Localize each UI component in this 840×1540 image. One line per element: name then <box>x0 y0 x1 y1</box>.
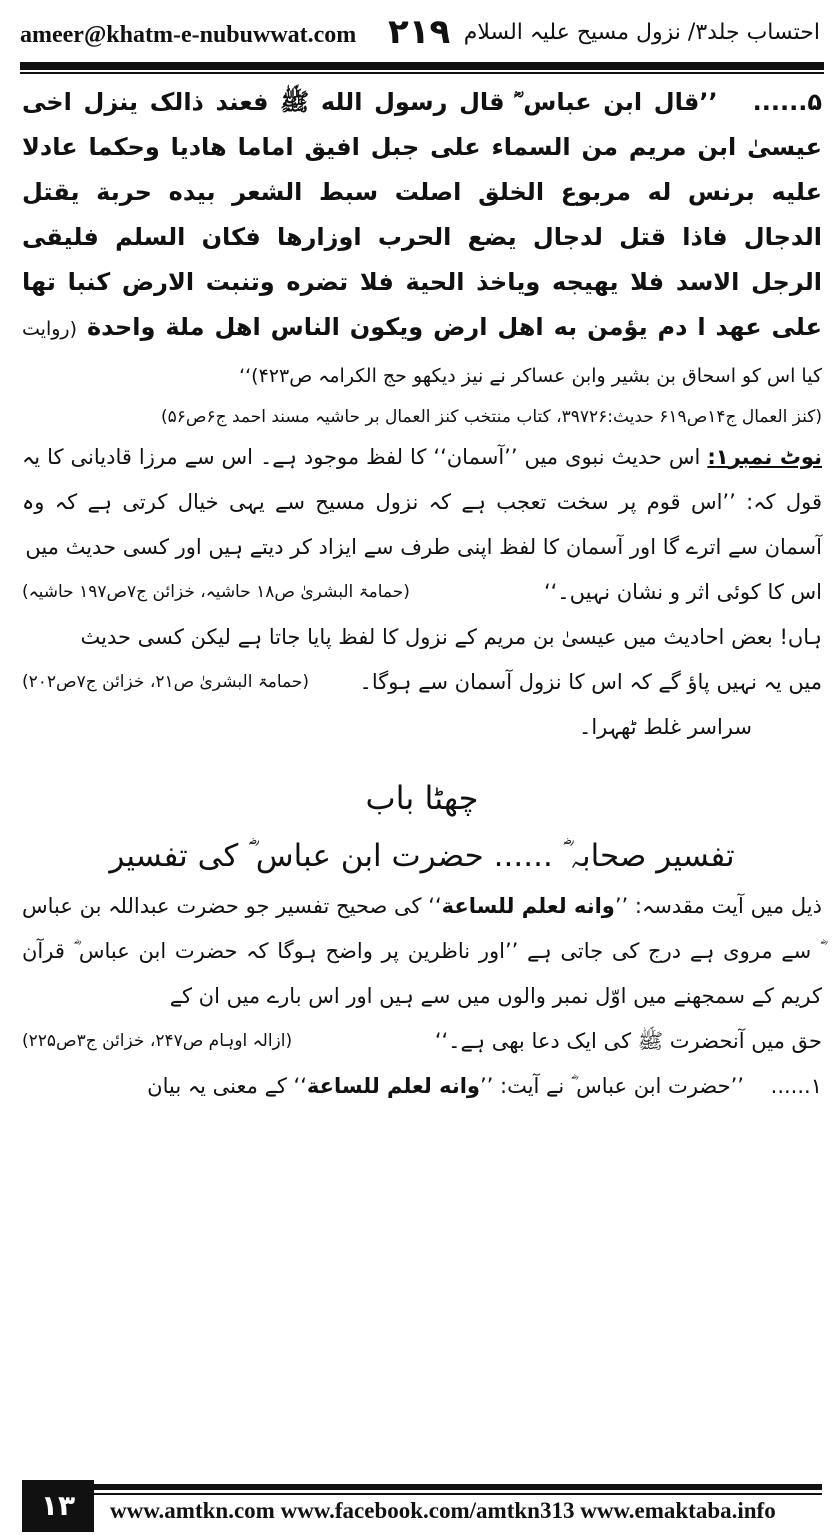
item-1-paragraph <box>22 1064 822 1109</box>
header-rule <box>20 62 824 70</box>
intro-reference: (ازالہ اوہام ص۲۴۷، خزائن ج۳ص۲۲۵) <box>22 1031 293 1051</box>
footer-page-label: ۱۳ <box>22 1480 94 1532</box>
header-page-number: ۲۱۹ <box>388 12 451 52</box>
note-text-end: اس کا کوئی اثر و نشان نہیں۔‘‘ <box>543 580 822 604</box>
chapter-subtitle: تفسیر صحابہ ؓ ...... حضرت ابن عباس ؓ کی تفسیر <box>109 838 735 874</box>
note-reference-2: (حمامۃ البشریٰ ص۲۱، خزائن ج۷ص۲۰۲) <box>22 672 310 692</box>
intro-paragraph <box>22 884 822 1019</box>
hadith-number: ۵...... <box>752 88 822 116</box>
note-text: اس حدیث نبوی میں ’’آسمان‘‘ کا لفظ موجود ہے۔ اس سے مرزا قادیانی کا یہ قول کہ: ’’اس قوم پر سخت تعجب ہے کہ نزول مسیح سے یہی خیال کرتی ہے کہ وہ آسمان سے اترے گا اور آسمان کا لفظ اپنی طرف سے ایزاد کر دیتے ہیں اور کسی حدیث میں <box>22 445 822 559</box>
note-label: نوٹ نمبر۱: <box>707 445 822 469</box>
intro-line-with-ref <box>22 1019 822 1064</box>
page-header <box>0 0 840 80</box>
note-line-with-ref-2 <box>22 660 822 705</box>
page-footer <box>0 1480 840 1540</box>
source-reference: (کنز العمال ج۱۴ص۶۱۹ حدیث:۳۹۷۲۶، کتاب منتخب کنز العمال بر حاشیہ مسند احمد ج۶ص۵۶) <box>160 407 822 427</box>
note-text-3: ہاں! بعض احادیث میں عیسیٰ بن مریم کے نزول کا لفظ پایا جاتا ہے لیکن کسی حدیث <box>80 625 822 649</box>
header-book-title: احتساب جلد۳/ نزول مسیح علیہ السلام <box>463 20 820 45</box>
note-paragraph <box>22 435 822 570</box>
footer-rule <box>94 1484 822 1490</box>
intro-text-end: حق میں آنحضرت ﷺ کی ایک دعا بھی ہے۔‘‘ <box>434 1029 822 1053</box>
item-1-prefix: ’’حضرت ابن عباس ؓ نے آیت: ’’ <box>479 1074 744 1098</box>
intro-verse: وانه لعلم للساعة <box>441 894 615 918</box>
header-email: ameer@khatm-e-nubuwwat.com <box>20 22 357 48</box>
header-rule-thin <box>20 72 824 74</box>
note-line-with-ref <box>22 570 822 615</box>
chapter-title: چھٹا باب <box>365 779 479 817</box>
note-text-4: میں یہ نہیں پاؤ گے کہ اس کا نزول آسمان سے ہوگا۔ <box>359 670 822 694</box>
page-content <box>22 80 822 1109</box>
item-1-suffix: ‘‘ کے معنی یہ بیان <box>147 1074 307 1098</box>
note-reference-1: (حمامۃ البشریٰ ص۱۸ حاشیہ، خزائن ج۷ص۱۹۷ حاشیہ) <box>22 582 410 602</box>
intro-text: ‘‘ کی صحیح تفسیر جو حضرت عبداللہ بن عباس ؓ سے مروی ہے درج کی جاتی ہے ’’اور ناظرین پر واضح ہوگا کہ حضرت ابن عباس ؓ قرآن کریم کے سمجھنے میں اوّل نمبر والوں میں سے ہیں اور اس بارے میں ان کے <box>22 894 822 1008</box>
hadith-inline-reference: (روایت کیا اس کو اسحاق بن بشیر وابن عساکر نے نیز دیکھو حج الکرامہ ص۴۲۳)‘‘ <box>22 318 822 387</box>
intro-prefix: ذیل میں آیت مقدسہ: ’’ <box>614 894 822 918</box>
footer-urls: www.amtkn.com www.facebook.com/amtkn313 www.emaktaba.info <box>110 1498 776 1523</box>
hadith-paragraph <box>22 80 822 399</box>
item-1-verse: وانه لعلم للساعة <box>306 1074 480 1098</box>
item-1-number: ۱...... <box>770 1074 822 1098</box>
footer-rule-thin <box>94 1493 822 1495</box>
hadith-text: ’’قال ابن عباس ؓ قال رسول الله ﷺ فعند ذالک ینزل اخی عیسیٰ ابن مریم من السماء علی جبل افیق اماما هادیا وحکما عادلا علیه برنس له مربوع الخلق اصلت سبط الشعر بیده حربة یقتل الدجال فاذا قتل لدجال یضع الحرب اوزارها فکان السلم فلیقی الرجل الاسد فلا یهیجه ویاخذ الحیة فلا تضره وتنبت الارض کنبا تها علی عهد ا دم یؤمن به اهل ارض ویکون الناس اهل ملة واحدة <box>22 88 823 341</box>
note-conclusion: سراسر غلط ٹھہرا۔ <box>579 715 752 739</box>
